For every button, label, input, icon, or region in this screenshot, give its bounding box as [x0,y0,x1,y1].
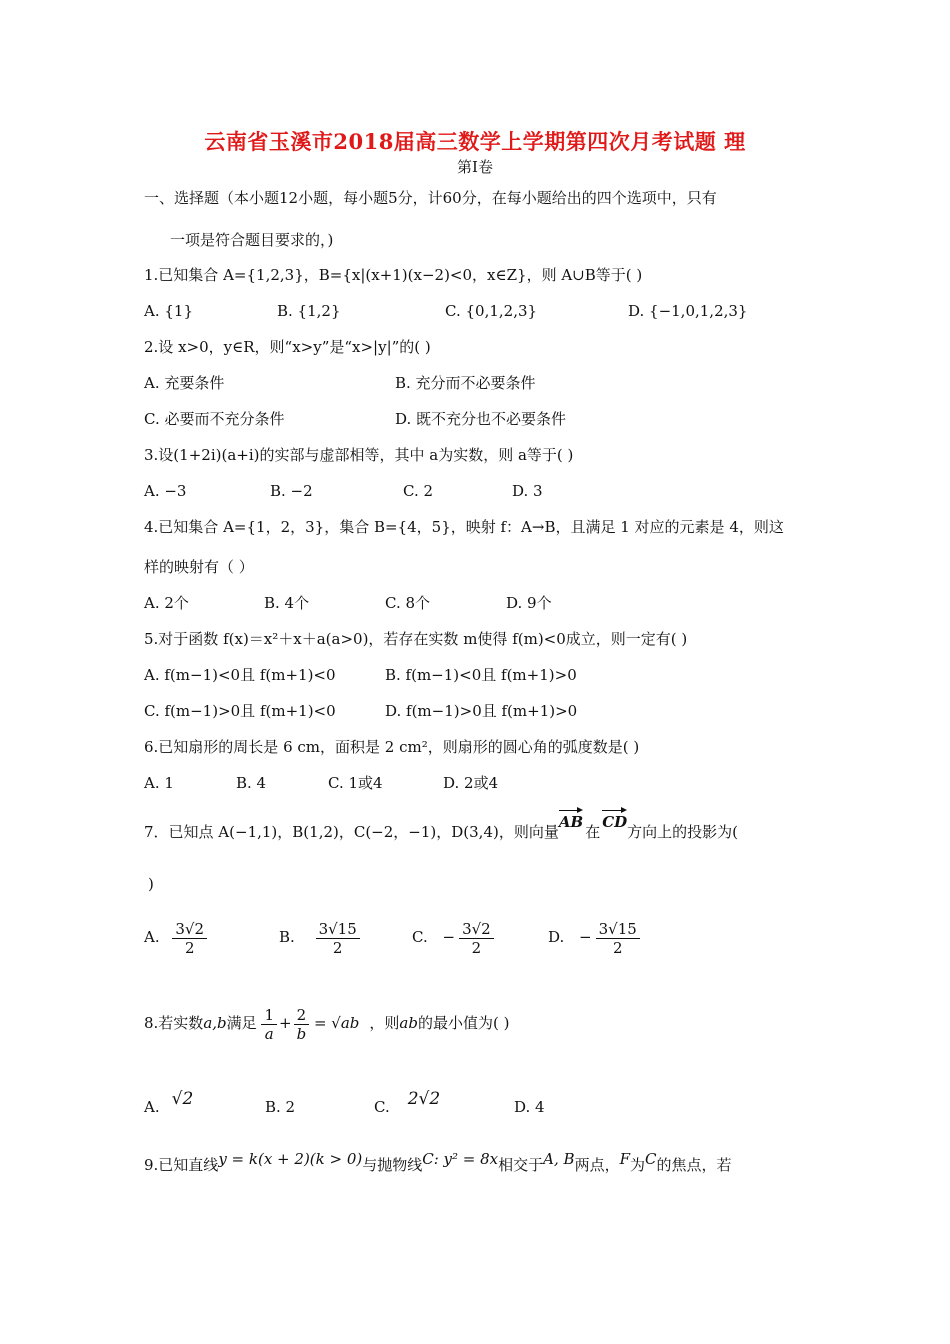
q1-option-a: A. {1} [144,302,193,320]
q7-stem-a: 7．已知点 A(−1,1)，B(1,2)，C(−2，−1)，D(3,4)，则向量 [144,823,559,841]
q9-stem-d: 两点， [574,1156,620,1174]
q7-option-b-label: B. [279,928,295,946]
q8-option-c-value: 2√2 [407,1089,441,1109]
q8-stem-b: 满足 [226,1014,257,1032]
q9-parabola: C: y² = 8x [422,1150,499,1168]
q2-option-c: C. 必要而不充分条件 [144,410,285,428]
q7-stem-close: ) [148,875,154,893]
q7-option-d: D. − $\frac{3√15}{2}$ [548,915,640,959]
q6-option-b: B. 4 [236,774,267,792]
question-3-stem: 3.设(1+2i)(a+i)的实部与虚部相等，其中 a为实数，则 a等于( ) [144,446,574,464]
q8-equation-rhs: = √ab [313,1014,360,1032]
q2-option-b: B. 充分而不必要条件 [395,374,536,392]
q5-option-c: C. f(m−1)>0且 f(m+1)<0 [144,702,336,720]
q7-d-denominator: 2 [612,938,623,957]
q9-stem-c: 相交于 [498,1156,544,1174]
q1-option-d: D. {−1,0,1,2,3} [628,302,748,320]
q6-option-d: D. 2或4 [443,774,499,792]
q5-option-b: B. f(m−1)<0且 f(m+1)>0 [385,666,577,684]
question-2-stem: 2.设 x>0，y∈R，则“x>y”是“x>|y|”的( ) [144,338,431,356]
question-9-stem [144,1150,732,1180]
q4-option-a: A. 2个 [144,594,189,612]
q8-ab: ab [399,1014,418,1032]
q7-a-numerator: 3√2 [172,920,207,939]
q8-option-c-label: C. [374,1098,390,1116]
volume-label: 第Ⅰ卷 [457,158,493,176]
q5-option-a: A. f(m−1)<0且 f(m+1)<0 [144,666,336,684]
q3-option-c: C. 2 [403,482,434,500]
question-4-stem: 4.已知集合 A={1，2，3}，集合 B={4，5}，映射 f：A→B，且满足 1 对应的元素是 4，则这 [144,518,784,536]
q9-stem-e: 为 [630,1156,646,1174]
question-7-stem [144,813,739,842]
q8-option-a-value: √2 [171,1089,194,1109]
q8-stem-d: 的最小值为( ) [417,1014,510,1032]
q4-option-d: D. 9个 [506,594,552,612]
q7-option-a-label: A. [144,928,160,946]
q6-option-c: C. 1或4 [328,774,383,792]
q7-vector-cd: CD [602,813,628,831]
section-heading: 一、选择题（本小题12小题，每小题5分，计60分，在每小题给出的四个选项中，只有 [144,189,717,207]
q7-vector-ab: AB [558,813,584,831]
q2-option-a: A. 充要条件 [144,374,225,392]
q3-option-d: D. 3 [512,482,543,500]
q7-option-c: C. − $\frac{3√2}{2}$ [412,915,494,959]
q8-option-d: D. 4 [514,1098,545,1116]
q7-option-c-label: C. [412,928,428,946]
question-4-stem-cont: 样的映射有（ ） [144,558,254,576]
q1-option-b: B. {1,2} [277,302,341,320]
q4-option-b: B. 4个 [264,594,310,612]
q7-a-denominator: 2 [184,938,195,957]
q9-curve: C [645,1150,657,1168]
q7-d-numerator: 3√15 [596,920,640,939]
q8-option-c [374,1089,441,1122]
q5-option-d: D. f(m−1)>0且 f(m+1)>0 [385,702,578,720]
q9-stem-f: 的焦点，若 [656,1156,732,1174]
q8-option-b: B. 2 [265,1098,296,1116]
q4-option-c: C. 8个 [385,594,431,612]
question-1-stem: 1.已知集合 A={1,2,3}，B={x|(x+1)(x−2)<0，x∈Z}，则 A∪B等于( ) [144,266,643,284]
q7-b-denominator: 2 [332,938,343,957]
q6-option-a: A. 1 [144,774,174,792]
q8-stem-a: 8.若实数 [144,1014,204,1032]
q9-stem-b: 与抛物线 [362,1156,423,1174]
question-5-stem: 5.对于函数 f(x)＝x²＋x＋a(a>0)，若存在实数 m使得 f(m)<0成立，则一定有( ) [144,630,688,648]
q2-option-d: D. 既不充分也不必要条件 [395,410,567,428]
q7-b-numerator: 3√15 [316,920,360,939]
q8-stem-c: ，则 [369,1014,400,1032]
section-heading-cont: 一项是符合题目要求的，) [170,231,334,249]
q7-option-a [144,915,207,959]
q8-vars: a,b [203,1014,227,1032]
q9-points: A, B [543,1150,575,1168]
q9-line-equation: y = k(x + 2)(k > 0) [218,1150,363,1168]
q9-focus: F [619,1150,631,1168]
q7-stem-mid: 在 [585,823,601,841]
q8-option-a [144,1089,194,1122]
q3-option-b: B. −2 [270,482,313,500]
q7-option-d-label: D. [548,928,565,946]
q7-c-numerator: 3√2 [459,920,494,939]
q8-option-a-label: A. [144,1098,160,1116]
q7-stem-b: 方向上的投影为( [627,823,739,841]
page-title: 云南省玉溪市2018届高三数学上学期第四次月考试题 理 [204,129,746,154]
q9-stem-a: 9.已知直线 [144,1156,219,1174]
q3-option-a: A. −3 [144,482,187,500]
q7-option-b [279,915,360,959]
question-6-stem: 6.已知扇形的周长是 6 cm，面积是 2 cm²，则扇形的圆心角的弧度数是( ) [144,738,640,756]
question-8-stem: 8.若实数a,b满足 $\frac{1}{a}$ + $\frac{2}{b}$ = √ab ，则ab的最小值为( ) [144,1005,510,1043]
q1-option-c: C. {0,1,2,3} [445,302,538,320]
q7-c-denominator: 2 [471,938,482,957]
